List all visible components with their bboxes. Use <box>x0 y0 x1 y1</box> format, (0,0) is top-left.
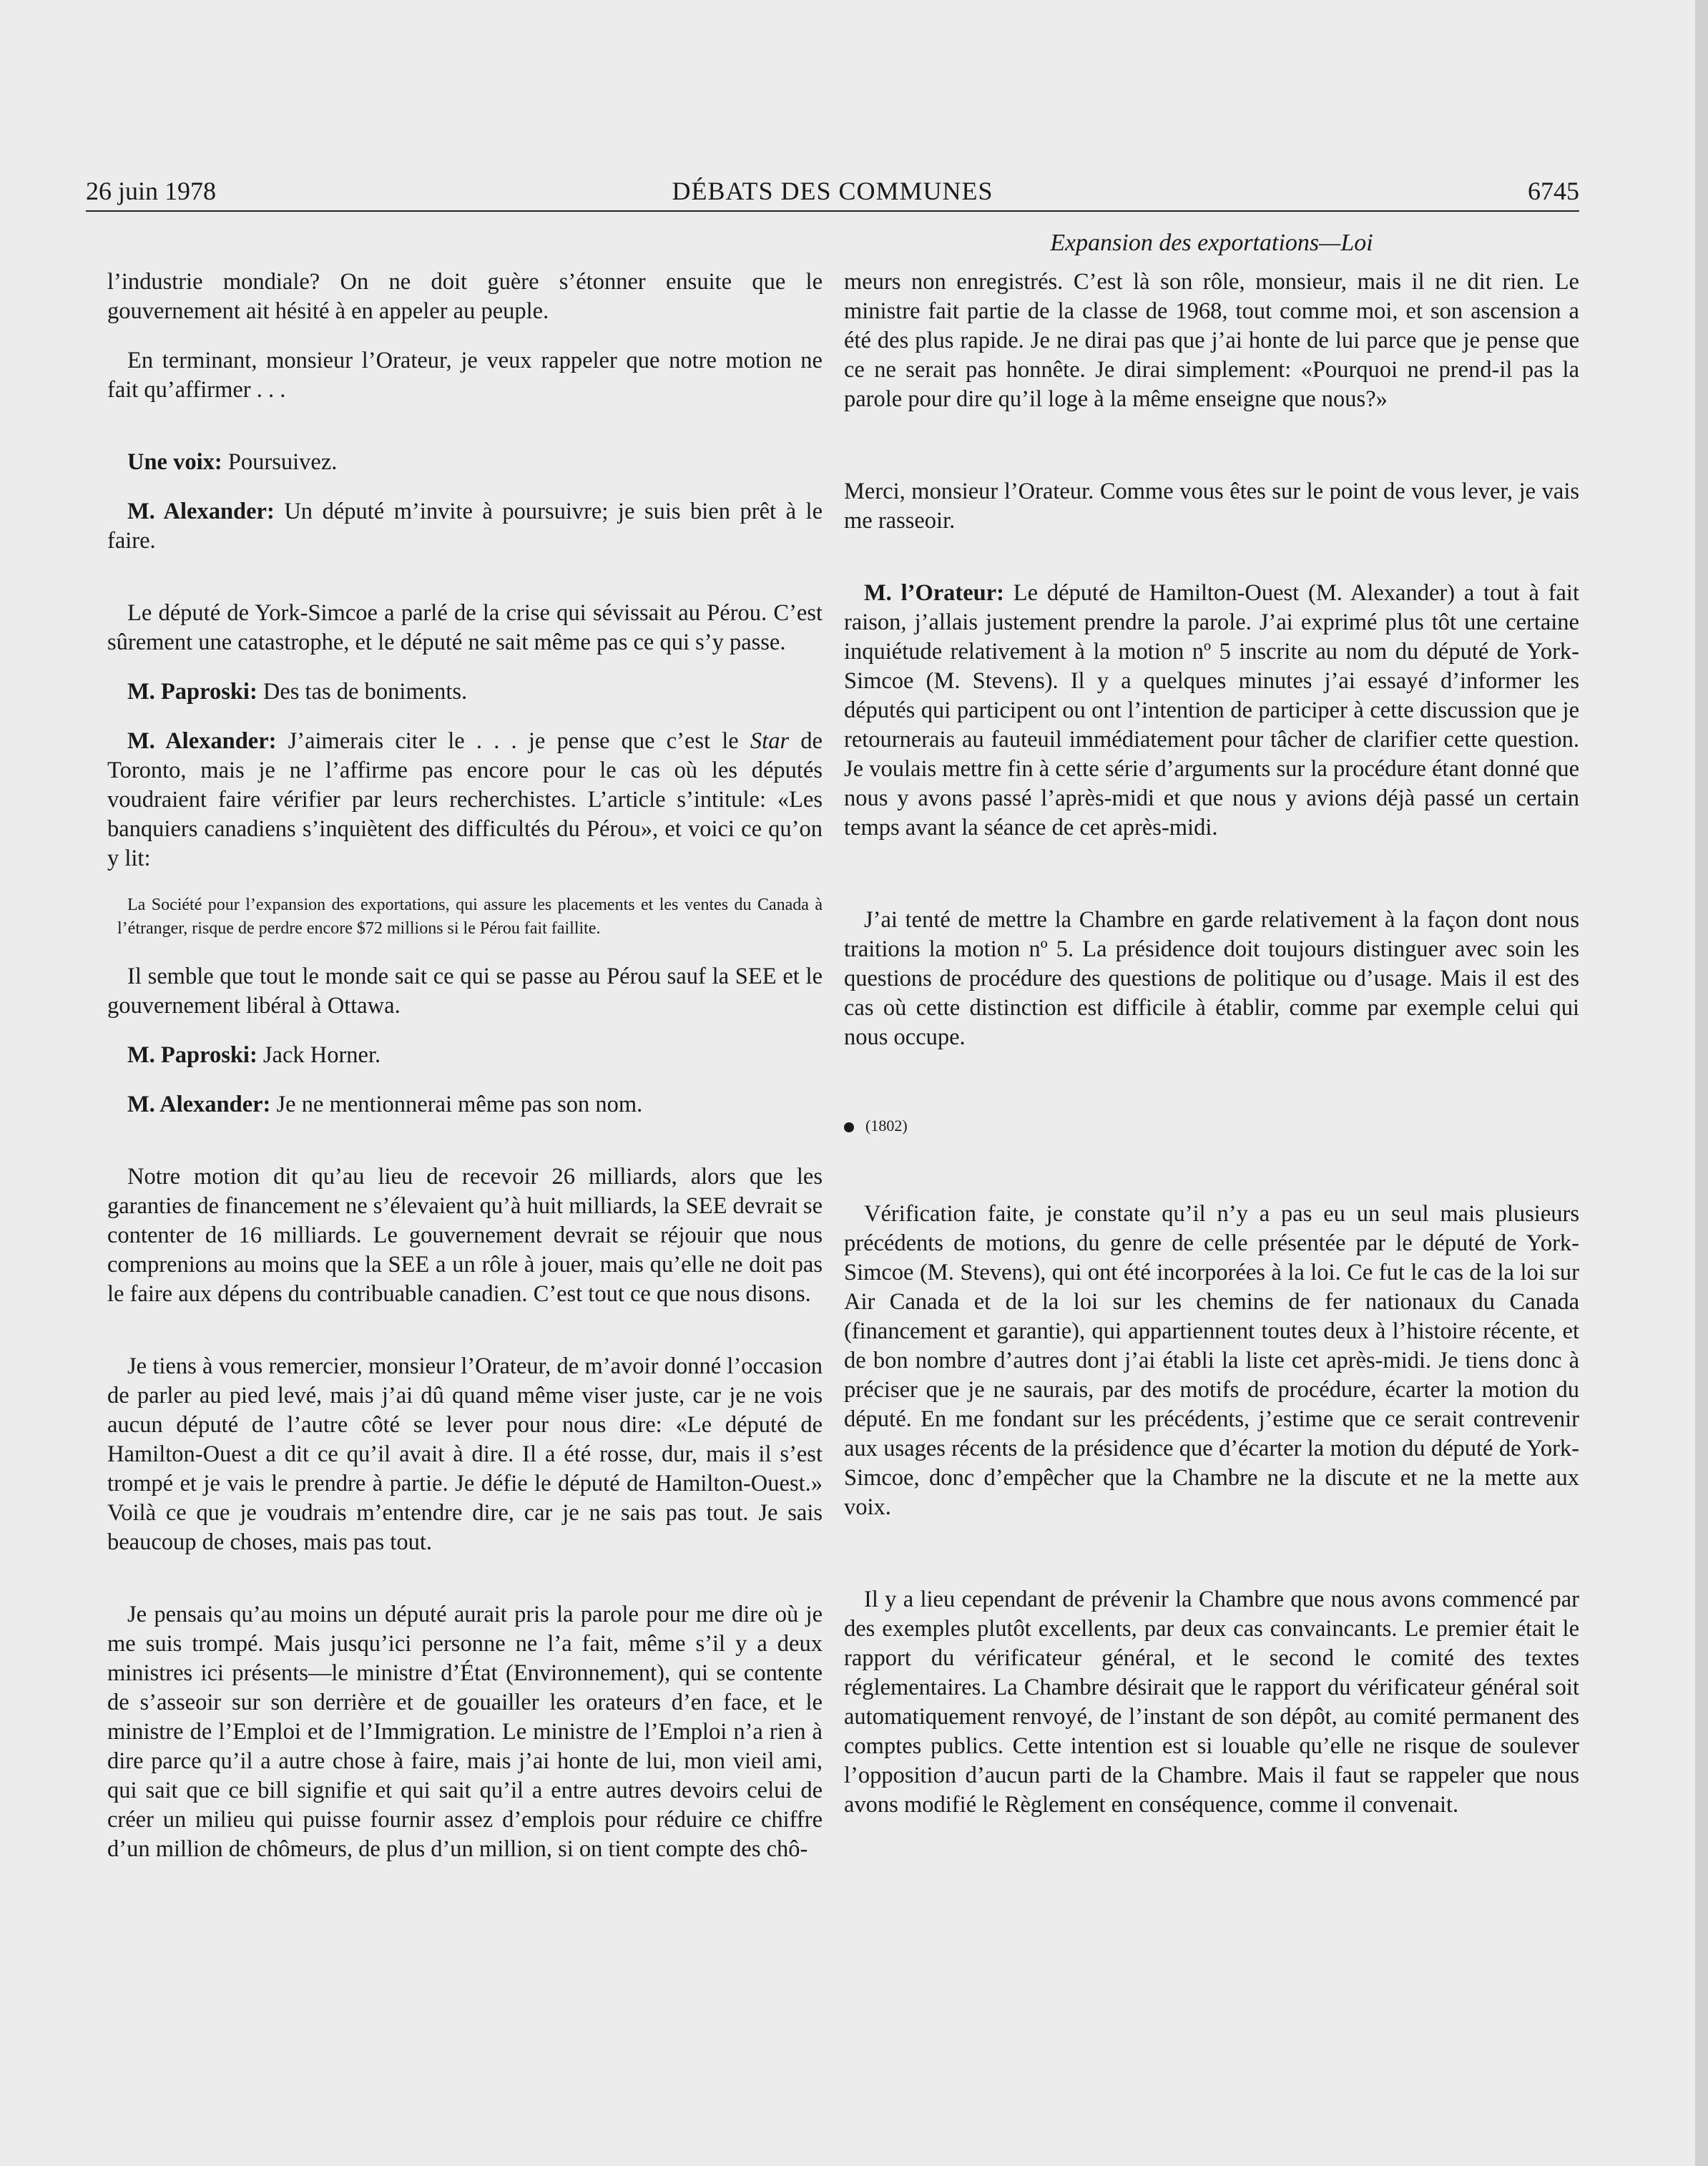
time-marker-text: (1802) <box>865 1117 908 1135</box>
speech-text: J’aimerais citer le . . . je pense que c’est le <box>276 728 750 754</box>
paragraph: Vérification faite, je constate qu’il n’y a pas eu un seul mais plusieurs précédents de motions, du genre de celle présentée par le député de York-Simcoe (M. Stevens), qui ont été incorporées à la loi. Ce fut le cas de la loi sur Air Canada et de la loi sur les chemins de fer nationaux du Canada (financement et garantie), qui appartiennent toutes deux à l’histoire récente, et de bon nombre d’autres dont j’ai établi la liste cet après-midi. Je tiens donc à préciser que je ne saurais, par des motifs de procédure, écarter la motion du député. En me fondant sur les précédents, j’estime que ce serait contrevenir aux usages récents de la présidence que d’écarter la motion du député de York-Simcoe, donc d’empêcher que la Chambre ne la discute et ne la mette aux voix. <box>844 1201 1579 1520</box>
speech-paragraph <box>107 1090 823 1119</box>
paragraph: J’ai tenté de mettre la Chambre en garde relativement à la façon dont nous traitions la motion nº 5. La présidence doit toujours distinguer avec soin les questions de procédure des questions de politique ou d’usage. Mais il est des cas où cette distinction est difficile à établir, comme par exemple celui qui nous occupe. <box>844 907 1579 1050</box>
header-rule <box>86 210 1579 212</box>
speech-paragraph <box>107 448 823 477</box>
running-head: Expansion des exportations—Loi <box>1050 230 1373 256</box>
paragraph: Merci, monsieur l’Orateur. Comme vous êtes sur le point de vous lever, je vais me rasseoir. <box>844 479 1579 534</box>
paragraph: Notre motion dit qu’au lieu de recevoir 26 milliards, alors que les garanties de financement ne s’élevaient qu’à huit milliards, la SEE devrait se contenter de 16 milliards. Le gouvernement devrait se réjouir que nous comprenions au moins que la SEE a un rôle à jouer, mais qu’elle ne doit pas le faire aux dépens du contribuable canadien. C’est tout ce que nous disons. <box>107 1164 823 1307</box>
speaker-name: M. Paproski: <box>127 679 257 705</box>
speaker-name: Une voix: <box>127 449 222 475</box>
header-page-number: 6745 <box>1528 177 1579 205</box>
paragraph: meurs non enregistrés. C’est là son rôle, monsieur, mais il ne dit rien. Le ministre fait partie de la classe de 1968, tout comme moi, et son ascension a été des plus rapide. Je ne dirai pas que j’ai honte de lui parce que je pense que ce ne serait pas honnête. Je dirai simplement: «Pourquoi ne prend-il pas la parole pour dire qu’il loge à la même enseigne que nous?» <box>844 269 1579 412</box>
page-header <box>86 173 1579 209</box>
speech-paragraph <box>107 497 823 556</box>
speaker-name: M. Paproski: <box>127 1042 257 1068</box>
paragraph: En terminant, monsieur l’Orateur, je veux rappeler que notre motion ne fait qu’affirmer . . . <box>107 348 823 403</box>
speech-text: Jack Horner. <box>257 1042 381 1068</box>
paragraph: Il y a lieu cependant de prévenir la Chambre que nous avons commencé par des exemples plutôt excellents, par deux cas convaincants. Le premier était le rapport du vérificateur général, et le second le comité des textes réglementaires. La Chambre désirait que le rapport du vérificateur général soit automatiquement renvoyé, de l’instant de son dépôt, au comité permanent des comptes publics. Cette intention est si louable qu’elle ne risque de soulever l’opposition d’aucun parti de la Chambre. Mais il faut se rappeler que nous avons modifié le Règlement en conséquence, comme il convenait. <box>844 1587 1579 1818</box>
newspaper-title: Star <box>750 728 790 754</box>
speech-paragraph <box>844 579 1579 843</box>
speech-paragraph <box>107 1041 823 1070</box>
paragraph: Il semble que tout le monde sait ce qui se passe au Pérou sauf la SEE et le gouvernement libéral à Ottawa. <box>107 964 823 1019</box>
right-column <box>844 268 1579 1840</box>
bullet-icon <box>844 1122 854 1132</box>
header-date: 26 juin 1978 <box>86 177 217 205</box>
scan-edge <box>1695 0 1708 2166</box>
speech-text: Des tas de boniments. <box>257 679 468 705</box>
time-marker <box>844 1115 1579 1137</box>
paragraph: Le député de York-Simcoe a parlé de la crise qui sévissait au Pérou. C’est sûrement une catastrophe, et le député ne sait même pas ce qui s’y passe. <box>107 600 823 655</box>
paragraph: Je pensais qu’au moins un député aurait pris la parole pour me dire où je me suis trompé. Mais jusqu’ici personne ne l’a fait, même s’il y a deux ministres ici présents—le ministre d’État (Environnement), qui se contente de s’asseoir sur son derrière et de gouailler les orateurs d’en face, et le ministre de l’Emploi et de l’Immigration. Le ministre de l’Emploi n’a rien à dire parce qu’il a autre chose à faire, mais j’ai honte de lui, mon vieil ami, qui sait que ce bill signifie et qui sait qu’il a entre autres devoirs celui de créer un milieu qui puisse fournir assez d’emplois pour réduire ce chiffre d’un million de chômeurs, de plus d’un million, si on tient compte des chô- <box>107 1602 823 1862</box>
paragraph: Je tiens à vous remercier, monsieur l’Orateur, de m’avoir donné l’occasion de parler au pied levé, mais j’ai dû quand même viser juste, car je ne vois aucun député de l’autre côté se lever pour nous dire: «Le député de Hamilton-Ouest a dit ce qu’il avait à dire. Il a été rosse, dur, mais il s’est trompé et je vais le prendre à partie. Je défie le député de Hamilton-Ouest.» Voilà ce que je voudrais m’entendre dire, car je ne sais pas tout. Je sais beaucoup de choses, mais pas tout. <box>107 1353 823 1555</box>
left-column <box>107 268 823 1884</box>
speaker-name: M. Alexander: <box>127 499 275 524</box>
header-title: DÉBATS DES COMMUNES <box>672 177 993 205</box>
speech-text: de Toronto, mais je ne l’affirme pas encore pour le cas où les députés voudraient faire vérifier par leurs recherchistes. L’article s’intitule: «Les banquiers canadiens s’inquiètent des difficultés du Pérou», et voici ce qu’on y lit: <box>107 728 823 871</box>
speaker-name: M. Alexander: <box>127 1092 271 1117</box>
block-quote: La Société pour l’expansion des exportations, qui assure les placements et les ventes du Canada à l’étranger, risque de perdre encore $72 millions si le Pérou fait faillite. <box>117 896 823 938</box>
speaker-name: M. Alexander: <box>127 728 277 754</box>
speech-text: Un député m’invite à poursuivre; je suis bien prêt à le faire. <box>107 499 823 554</box>
speech-text: Le député de Hamilton-Ouest (M. Alexander) a tout à fait raison, j’allais justement prendre la parole. J’ai exprimé plus tôt une certaine inquiétude relativement à la motion nº 5 inscrite au nom du député de York-Simcoe (M. Stevens). Il y a quelques minutes j’ai essayé d’informer les députés qui participent ou ont l’intention de participer à cette discussion que je retournerais au fauteuil immédiatement pour tâcher de clarifier cette question. Je voulais mettre fin à cette série d’arguments sur la procédure étant donné que nous y avons passé l’après-midi et que nous y avions déjà passé un certain temps avant la séance de cet après-midi. <box>844 580 1579 841</box>
speech-paragraph <box>107 727 823 873</box>
speech-text: Je ne mentionnerai même pas son nom. <box>270 1092 643 1117</box>
speech-text: Poursuivez. <box>222 449 338 475</box>
speaker-name: M. l’Orateur: <box>864 580 1004 606</box>
paragraph: l’industrie mondiale? On ne doit guère s’étonner ensuite que le gouvernement ait hésité à en appeler au peuple. <box>107 269 823 324</box>
speech-paragraph <box>107 677 823 707</box>
